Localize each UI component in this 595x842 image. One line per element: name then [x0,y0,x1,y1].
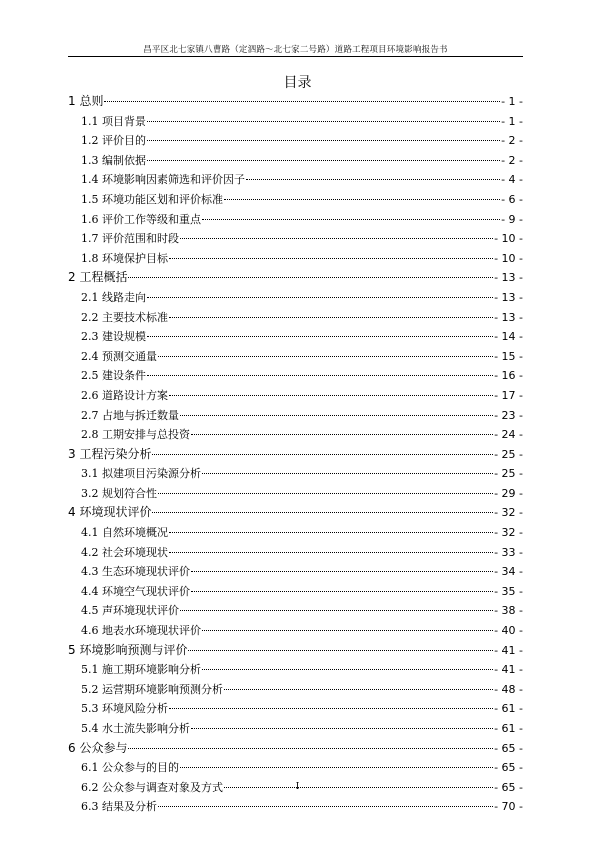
toc-leader-dots [180,610,493,611]
toc-entry-page: - 23 - [494,408,523,422]
toc-section-entry[interactable] [68,210,523,230]
toc-entry-label: 4.6 地表水环境现状评价 [81,624,201,638]
toc-entry-label: 5.4 水土流失影响分析 [81,722,190,735]
toc-entry-page: - 65 - [494,780,523,794]
toc-entry-label: 4.1 自然环境概况 [81,526,168,540]
toc-leader-dots [147,121,500,122]
toc-entry-page: - 33 - [494,545,523,559]
toc-entry-label: 2 工程概括 [68,270,128,285]
toc-entry-page: - 25 - [494,467,523,481]
toc-leader-dots [147,336,493,337]
toc-entry-page: - 65 - [494,741,523,755]
toc-entry-label: 2.3 建设规模 [81,330,146,344]
toc-entry-label: 1.7 评价范围和时段 [81,232,179,246]
toc-leader-dots [224,199,500,200]
toc-chapter-entry[interactable] [68,739,523,759]
toc-leader-dots [202,630,493,631]
toc-entry-label: 5.3 环境风险分析 [81,702,168,716]
toc-leader-dots [128,277,493,278]
toc-entry-label: 1.1 项目背景 [81,114,146,128]
toc-entry-label: 3.2 规划符合性 [81,486,157,500]
toc-entry-label: 1.3 编制依据 [81,153,146,167]
toc-leader-dots [180,415,493,416]
toc-section-entry[interactable] [68,601,523,621]
toc-entry-page: - 13 - [494,271,523,285]
toc-leader-dots [147,375,493,376]
toc-section-entry[interactable] [68,425,523,445]
toc-leader-dots [169,532,493,533]
toc-chapter-entry[interactable] [68,503,523,523]
toc-leader-dots [169,317,493,318]
toc-section-entry[interactable] [68,151,523,171]
toc-leader-dots [158,806,493,807]
toc-section-entry[interactable] [68,386,523,406]
toc-section-entry[interactable] [68,347,523,367]
toc-entry-page: - 15 - [494,349,523,363]
toc-entry-label: 4.4 环境空气现状评价 [81,584,190,598]
toc-entry-label: 4.2 社会环境现状 [81,545,168,559]
toc-entry-page: - 14 - [494,330,523,344]
toc-entry-page: - 4 - [501,173,523,187]
toc-section-entry[interactable] [68,797,523,817]
toc-entry-label: 6.1 公众参与的目的 [81,761,179,775]
toc-entry-page: - 35 - [494,584,523,598]
toc-entry-label: 4.3 生态环境现状评价 [81,565,190,579]
toc-leader-dots [147,140,500,141]
toc-leader-dots [152,454,493,455]
toc-entry-page: - 17 - [494,388,523,402]
toc-entry-page: - 34 - [494,565,523,579]
toc-section-entry[interactable] [68,699,523,719]
toc-section-entry[interactable] [68,131,523,151]
toc-section-entry[interactable] [68,464,523,484]
toc-leader-dots [202,219,500,220]
toc-chapter-entry[interactable] [68,268,523,288]
toc-leader-dots [152,512,493,513]
toc-leader-dots [158,356,493,357]
toc-leader-dots [180,238,493,239]
toc-entry-label: 2.6 道路设计方案 [81,388,168,402]
toc-leader-dots [202,473,493,474]
toc-leader-dots [191,571,493,572]
toc-leader-dots [169,552,493,553]
toc-leader-dots [104,101,500,102]
toc-entry-page: - 1 - [501,114,523,128]
toc-entry-page: - 61 - [494,702,523,716]
toc-leader-dots [158,493,493,494]
toc-entry-label: 1.8 环境保护目标 [81,251,168,265]
toc-entry-page: - 38 - [494,604,523,618]
toc-entry-page: - 1 - [501,95,523,108]
toc-entry-page: - 41 - [494,663,523,677]
toc-section-entry[interactable] [68,190,523,210]
toc-section-entry[interactable] [68,523,523,543]
toc-section-entry[interactable] [68,249,523,269]
table-of-contents [68,92,523,817]
toc-entry-label: 1.4 环境影响因素筛选和评价因子 [81,173,245,187]
toc-entry-label: 3.1 拟建项目污染源分析 [81,467,201,481]
toc-entry-page: - 32 - [494,526,523,540]
toc-title: 目录 [283,75,312,91]
toc-chapter-entry[interactable] [68,92,523,112]
toc-entry-page: - 29 - [494,486,523,500]
toc-section-entry[interactable] [68,288,523,308]
toc-section-entry[interactable] [68,366,523,386]
toc-entry-page: - 24 - [494,428,523,442]
toc-entry-page: - 41 - [494,643,523,657]
toc-entry-page: - 9 - [501,212,523,226]
page-number: I [295,782,300,792]
toc-entry-page: - 32 - [494,506,523,520]
toc-leader-dots [169,708,493,709]
toc-chapter-entry[interactable] [68,445,523,465]
toc-section-entry[interactable] [68,229,523,249]
toc-entry-label: 2.8 工期安排与总投资 [81,428,190,442]
toc-entry-label: 1.6 评价工作等级和重点 [81,212,201,226]
toc-entry-label: 2.2 主要技术标准 [81,310,168,324]
toc-leader-dots [169,395,493,396]
toc-entry-page: - 40 - [494,624,523,638]
toc-section-entry[interactable] [68,719,523,739]
toc-leader-dots [224,689,493,690]
toc-entry-label: 6 公众参与 [68,740,128,755]
toc-entry-label: 2.5 建设条件 [81,369,146,383]
toc-entry-label: 6.3 结果及分析 [81,800,157,814]
toc-entry-page: - 2 - [501,134,523,148]
toc-leader-dots [147,160,500,161]
toc-entry-page: - 6 - [501,192,523,206]
toc-entry-page: - 16 - [494,369,523,383]
toc-entry-page: - 61 - [494,722,523,735]
toc-entry-page: - 10 - [494,232,523,246]
toc-entry-page: - 65 - [494,761,523,775]
toc-entry-label: 5 环境影响预测与评价 [68,642,188,657]
toc-section-entry[interactable] [68,170,523,190]
toc-section-entry[interactable] [68,112,523,132]
toc-section-entry[interactable] [68,758,523,778]
toc-leader-dots [188,650,493,651]
toc-leader-dots [180,767,493,768]
toc-entry-label: 1.2 评价目的 [81,134,146,148]
toc-leader-dots [246,179,500,180]
toc-leader-dots [169,258,493,259]
toc-section-entry[interactable] [68,562,523,582]
toc-entry-page: - 2 - [501,153,523,167]
toc-entry-label: 6.2 公众参与调查对象及方式 [81,780,223,794]
toc-entry-label: 1 总则 [68,94,104,108]
toc-section-entry[interactable] [68,582,523,602]
toc-entry-label: 5.2 运营期环境影响预测分析 [81,682,223,696]
toc-section-entry[interactable] [68,327,523,347]
toc-entry-label: 2.7 占地与拆迁数量 [81,408,179,422]
toc-section-entry[interactable] [68,543,523,563]
toc-entry-label: 4 环境现状评价 [68,505,152,520]
toc-leader-dots [191,591,493,592]
header-rule [68,56,523,57]
toc-entry-label: 2.4 预测交通量 [81,349,157,363]
toc-leader-dots [128,748,493,749]
toc-leader-dots [202,669,493,670]
toc-section-entry[interactable] [68,660,523,680]
toc-entry-page: - 13 - [494,290,523,304]
toc-leader-dots [147,297,493,298]
toc-entry-page: - 10 - [494,251,523,265]
toc-entry-label: 5.1 施工期环境影响分析 [81,663,201,677]
toc-entry-label: 2.1 线路走向 [81,290,146,304]
toc-section-entry[interactable] [68,680,523,700]
toc-leader-dots [191,434,493,435]
toc-entry-label: 1.5 环境功能区划和评价标准 [81,192,223,206]
toc-entry-page: - 48 - [494,682,523,696]
toc-entry-page: - 25 - [494,447,523,461]
toc-section-entry[interactable] [68,308,523,328]
toc-entry-label: 4.5 声环境现状评价 [81,604,179,618]
running-header: 昌平区北七家镇八曹路（定泗路～北七家二号路）道路工程项目环境影响报告书 [143,45,448,55]
toc-entry-page: - 13 - [494,310,523,324]
toc-leader-dots [191,728,493,729]
toc-section-entry[interactable] [68,406,523,426]
toc-entry-label: 3 工程污染分析 [68,446,152,461]
toc-section-entry[interactable] [68,484,523,504]
toc-section-entry[interactable] [68,621,523,641]
toc-entry-page: - 70 - [494,800,523,814]
toc-chapter-entry[interactable] [68,641,523,661]
